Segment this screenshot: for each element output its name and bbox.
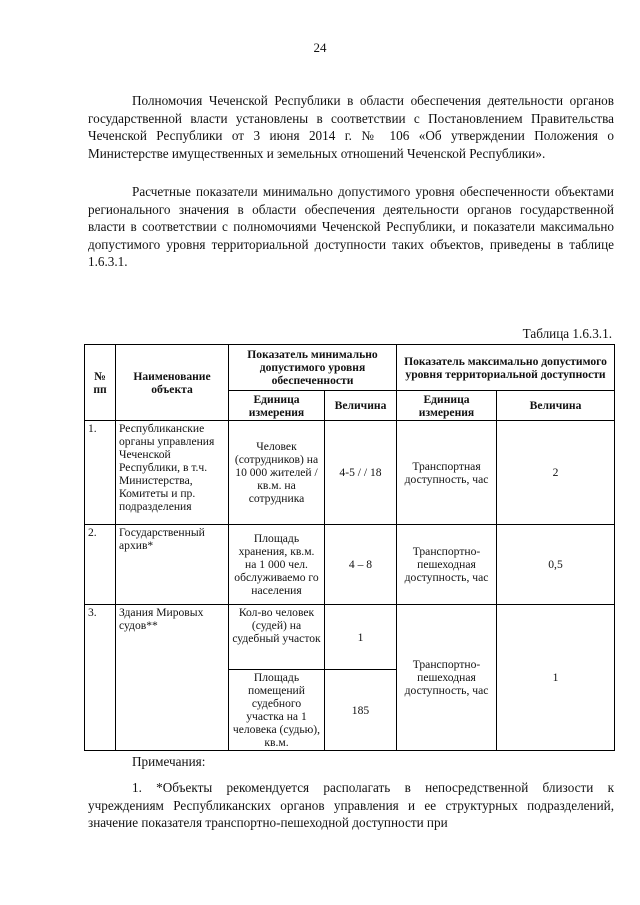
row-access-unit: Транспортно-пешеходная доступность, час (397, 525, 497, 605)
row-access-unit: Транспортная доступность, час (397, 421, 497, 525)
header-name: Наименование объекта (116, 345, 229, 421)
row-unit: Человек (сотрудников) на 10 000 жителей / кв.м. на сотрудника (229, 421, 325, 525)
header-unit: Единица измерения (229, 391, 325, 421)
paragraph-indicators: Расчетные показатели минимально допустимого уровня обеспеченности объектами регионального значения в области обеспечения деятельности органов государственной власти в соответствии с полномочиями Чеченской Республики, и показатели максимально допустимого уровня территориальной доступности таких объектов, приведены в таблице 1.6.3.1. (88, 184, 614, 269)
row-num: 2. (85, 525, 116, 605)
page-number: 24 (313, 40, 327, 55)
table-row (85, 525, 615, 605)
notes-title: Примечания: (132, 754, 206, 769)
row-value: 1 (325, 605, 397, 670)
row-unit: Площадь хранения, кв.м. на 1 000 чел. обслуживаемо го населения (229, 525, 325, 605)
table-caption: Таблица 1.6.3.1. (522, 326, 612, 341)
table-row (85, 421, 615, 525)
header-num: № пп (85, 345, 116, 421)
header-value: Величина (325, 391, 397, 421)
header-min-group: Показатель минимально допустимого уровня обеспеченности (229, 345, 397, 391)
paragraph-authority: Полномочия Чеченской Республики в области обеспечения деятельности органов государственной власти установлены в соответствии с Постановлением Правительства Чеченской Республики от 3 июня 2014 г. № 106 «Об утверждении Положения о Министерстве имущественных и земельных отношений Чеченской Республики». (88, 93, 614, 161)
row-num: 1. (85, 421, 116, 525)
row-access-value: 0,5 (497, 525, 615, 605)
row-access-value: 1 (497, 605, 615, 751)
indicators-table (84, 344, 615, 751)
row-name: Государственный архив* (116, 525, 229, 605)
table-row (85, 605, 615, 670)
row-access-unit: Транспортно-пешеходная доступность, час (397, 605, 497, 751)
row-value: 4 – 8 (325, 525, 397, 605)
header-unit2: Единица измерения (397, 391, 497, 421)
row-unit-b: Площадь помещений судебного участка на 1 человека (судью), кв.м. (229, 670, 325, 751)
row-unit: Кол-во человек (судей) на судебный участок (229, 605, 325, 670)
note-item: 1. *Объекты рекомендуется располагать в непосредственной близости к учреждениям Республиканских органов управления и ее структурных подразделений, значение показателя транспортно-пешеходной доступности при (88, 780, 614, 830)
row-value: 4-5 / / 18 (325, 421, 397, 525)
header-max-group: Показатель максимально допустимого уровня территориальной доступности (397, 345, 615, 391)
row-name: Республиканские органы управления Чеченской Республики, в т.ч. Министерства, Комитеты и пр. подразделения (116, 421, 229, 525)
header-value2: Величина (497, 391, 615, 421)
row-access-value: 2 (497, 421, 615, 525)
row-value-b: 185 (325, 670, 397, 751)
row-name: Здания Мировых судов** (116, 605, 229, 751)
row-num: 3. (85, 605, 116, 751)
